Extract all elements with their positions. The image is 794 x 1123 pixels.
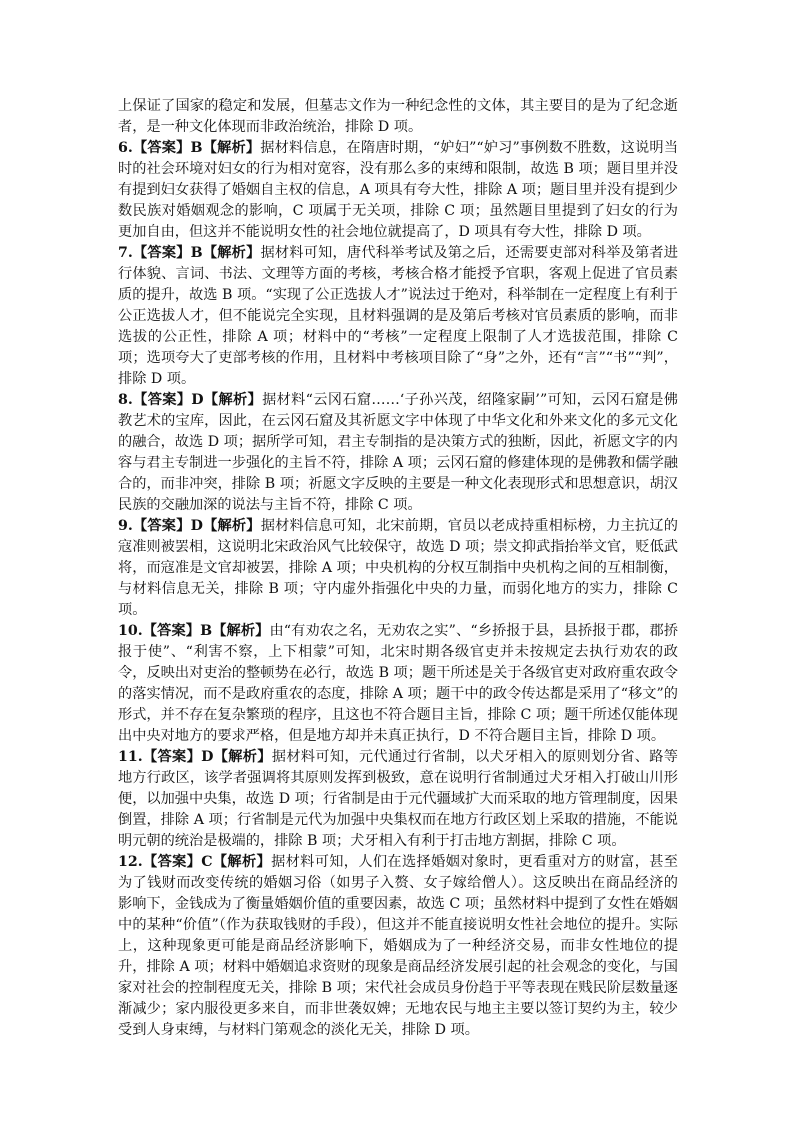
question-6-lead: 6.【答案】B【解析】 [118,140,261,156]
question-10-text: 由“有劝农之名，无劝农之实”、“乡挢报于县，县挢报于郡，郡挢报于使”、“利害不察，上下相蒙”可知，北宋时期各级官吏并未按规定去执行劝农的政令，反映出对吏治的整顿势在必行，故选 B 项；题干所述是关于各级官吏对政府重农政令的落实情况，而不是政府重农的态度，排除 A 项；题干中的政令传达都是采用了“移文”的形式，并不存在复杂繁琐的程序，且这也不符合题目主旨，排除 C 项；题干所述仅能体现出中央对地方的要求严格，但是地方却并未真正执行，D 不符合题目主旨，排除 D 项。 [118,623,678,744]
question-8-text: 据材料“云冈石窟……‘子孙兴茂，绍隆家嗣’”可知，云冈石窟是佛教艺术的宝库，因此，在云冈石窟及其祈愿文字中体现了中华文化和外来文化的多元文化的融合，故选 D 项；据所学可知，君主专制指的是决策方式的独断，因此，祈愿文字的内容与君主专制进一步强化的主旨不符，排除 A 项；云冈石窟的修建体现的是佛教和儒学融合的，而非冲突，排除 B 项；祈愿文字反映的主要是一种文化表现形式和思想意识，胡汉民族的交融加深的说法与主旨不符，排除 C 项。 [118,392,678,513]
answer-explanations-page [118,96,678,1041]
question-7-text: 据材料可知，唐代科举考试及第之后，还需要吏部对科举及第者进行体貌、言词、书法、文理等方面的考核，考核合格才能授予官职，客观上促进了官员素质的提升，故选 B 项。“实现了公正选拔人才”说法过于绝对，科举制在一定程度上有利于公正选拔人才，但不能说完全实现，且材料强调的是及第后考核对官员素质的影响，而非选拔的公正性，排除 A 项；材料中的“考核”一定程度上限制了人才选拔范围，排除 C 项；选项夸大了吏部考核的作用，且材料中考核项目除了“身”之外，还有“言”“书”“判”，排除 D 项。 [118,245,678,387]
question-6-explanation [118,138,678,243]
question-12-lead: 12.【答案】C【解析】 [118,854,272,870]
question-10-explanation [118,621,678,747]
question-11-lead: 11.【答案】D【解析】 [118,749,272,765]
question-7-lead: 7.【答案】B【解析】 [118,245,261,261]
question-11-explanation [118,747,678,852]
question-8-explanation [118,390,678,516]
question-9-text: 据材料信息可知，北宋前期，官员以老成持重相标榜，力主抗辽的寇准则被罢相，这说明北宋政治风气比较保守，故选 D 项；崇文抑武指抬举文官，贬低武将，而寇准是文官却被罢，排除 A 项；中央机构的分权互制指中央机构之间的互相制衡，与材料信息无关，排除 B 项；守内虚外指强化中央的力量，而弱化地方的实力，排除 C 项。 [118,518,678,618]
question-11-text: 据材料可知，元代通过行省制，以犬牙相入的原则划分省、路等地方行政区，该学者强调将其原则发挥到极致，意在说明行省制通过犬牙相入打破山川形便，以加强中央集，故选 D 项；行省制是由于元代疆域扩大而采取的地方管理制度，因果倒置，排除 A 项；行省制是元代为加强中央集权而在地方行政区划上采取的措施，不能说明元朝的统治是极端的，排除 B 项；犬牙相入有利于打击地方割据，排除 C 项。 [118,749,678,849]
question-6-text: 据材料信息，在隋唐时期，“妒妇”“妒习”事例数不胜数，这说明当时的社会环境对妇女的行为相对宽容，没有那么多的束缚和限制，故选 B 项；题目里并没有提到妇女获得了婚姻自主权的信息，A 项具有夸大性，排除 A 项；题目里并没有提到少数民族对婚姻观念的影响，C 项属于无关项，排除 C 项；虽然题目里提到了妇女的行为更加自由，但这并不能说明女性的社会地位就提高了，D 项具有夸大性，排除 D 项。 [118,140,679,240]
question-12-explanation [118,852,678,1041]
question-12-text: 据材料可知，人们在选择婚姻对象时，更看重对方的财富，甚至为了钱财而改变传统的婚姻习俗（如男子入赘、女子嫁给僧人）。这反映出在商品经济的影响下，金钱成为了衡量婚姻价值的重要因素，故选 C 项；虽然材料中提到了女性在婚姻中的某种“价值”（作为获取钱财的手段），但这并不能直接说明女性社会地位的提升。实际上，这种现象更可能是商品经济影响下，婚姻成为了一种经济交易，而非女性地位的提升，排除 A 项；材料中婚姻追求资财的现象是商品经济发展引起的社会观念的变化，与国家对社会的控制程度无关，排除 B 项；宋代社会成员身份趋于平等表现在贱民阶层数量逐渐减少；家内服役更多来自，而非世袭奴婢；无地农民与地主主要以签订契约为主，较少受到人身束缚，与材料门第观念的淡化无关，排除 D 项。 [118,854,678,1038]
question-9-explanation [118,516,678,621]
question-9-lead: 9.【答案】D【解析】 [118,518,261,534]
paragraph-intro [118,96,678,138]
question-8-lead: 8.【答案】D【解析】 [118,392,263,408]
question-10-lead: 10.【答案】B【解析】 [118,623,270,639]
question-7-explanation [118,243,678,390]
paragraph-text: 上保证了国家的稳定和发展，但墓志文作为一种纪念性的文体，其主要目的是为了纪念逝者，是一种文化体现而非政治统治，排除 D 项。 [118,98,678,135]
